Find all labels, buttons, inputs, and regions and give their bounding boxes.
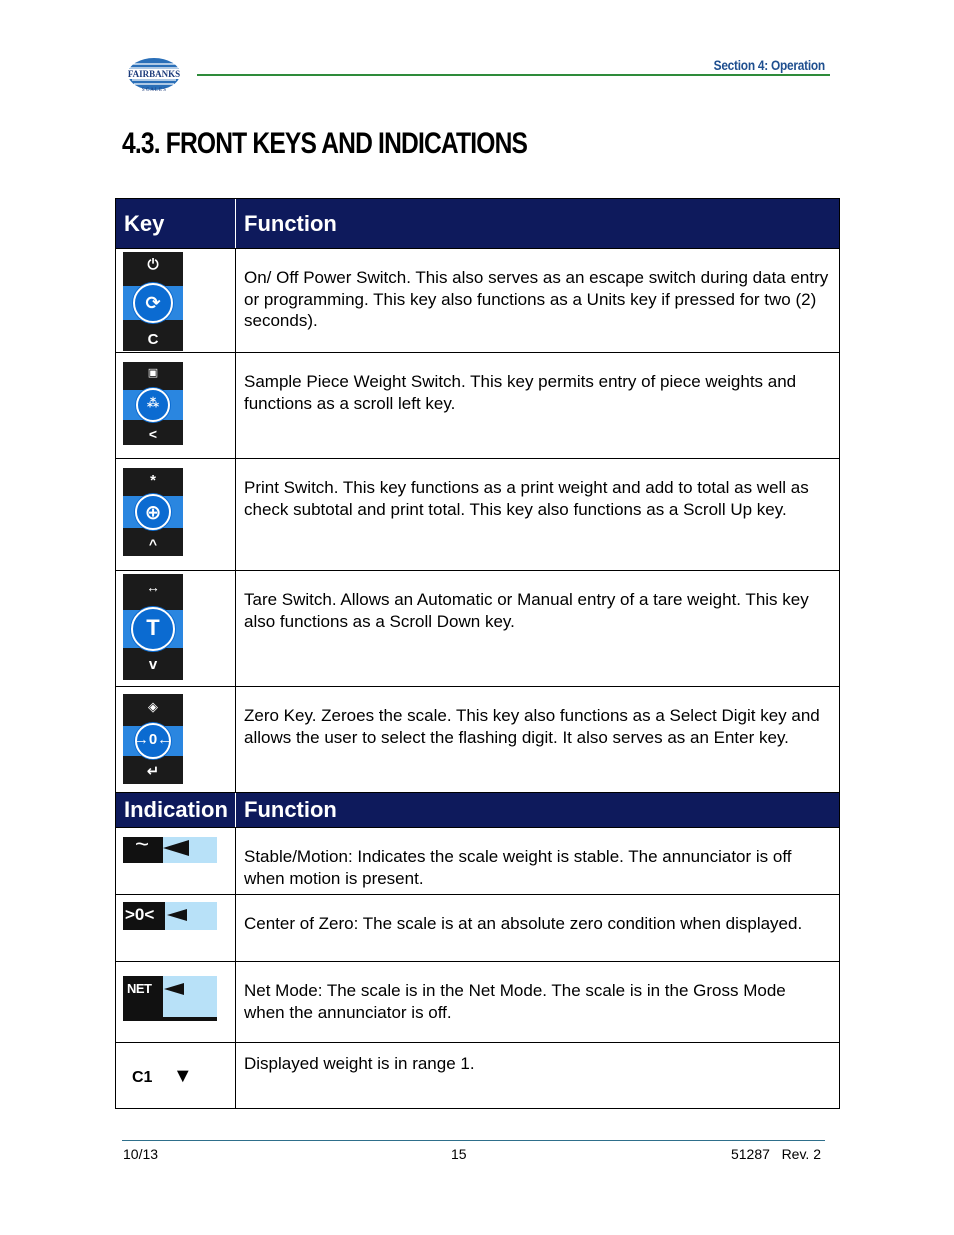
indication-row bbox=[116, 894, 839, 961]
logo-subtext: S C A L E S bbox=[141, 88, 167, 93]
keys-header-row bbox=[116, 199, 839, 248]
section-label: Section 4: Operation bbox=[713, 57, 825, 73]
header-rule bbox=[197, 74, 830, 76]
key-row bbox=[116, 570, 839, 686]
fairbanks-logo bbox=[122, 54, 186, 98]
center-of-zero-annunciator-icon: >0< bbox=[123, 902, 217, 930]
stable-motion-annunciator-icon: ~ bbox=[123, 837, 217, 863]
footer-doc-number: 51287 Rev. 2 bbox=[730, 1146, 821, 1162]
key-row bbox=[116, 352, 839, 458]
key-function-text: Print Switch. This key functions as a print weight and add to total as well as check subtotal and print total. This key also functions as a Scroll Up key. bbox=[244, 478, 809, 519]
footer-date: 10/13 bbox=[123, 1146, 159, 1162]
footer-rule bbox=[122, 1140, 825, 1141]
indication-row bbox=[116, 961, 839, 1042]
key-row bbox=[116, 248, 839, 352]
zero-key-icon: ◈ →0← ↵ bbox=[123, 694, 183, 784]
footer-page-number: 15 bbox=[451, 1146, 467, 1162]
key-row bbox=[116, 458, 839, 570]
range-annunciator-icon: C1 ▼ bbox=[132, 1065, 193, 1087]
indications-header-row bbox=[116, 792, 839, 827]
function-column-header: Function bbox=[244, 210, 337, 236]
key-function-text: Tare Switch. Allows an Automatic or Manual entry of a tare weight. This key also functions as a Scroll Down key. bbox=[244, 590, 809, 631]
indication-column-header: Indication bbox=[116, 793, 236, 827]
indication-function-text: Net Mode: The scale is in the Net Mode. The scale is in the Gross Mode when the annunciator is off. bbox=[244, 981, 786, 1022]
indication-function-text: Displayed weight is in range 1. bbox=[244, 1054, 475, 1073]
key-row bbox=[116, 686, 839, 792]
indication-function-text: Center of Zero: The scale is at an absolute zero condition when displayed. bbox=[244, 914, 803, 933]
net-mode-annunciator-icon: NET bbox=[123, 976, 217, 1021]
power-units-key-icon: ⏻ ⟳ C bbox=[123, 252, 183, 351]
down-triangle-icon: ▼ bbox=[172, 1065, 193, 1087]
key-function-text: Sample Piece Weight Switch. This key permits entry of piece weights and functions as a scroll left key. bbox=[244, 372, 797, 413]
key-function-text: On/ Off Power Switch. This also serves as an escape switch during data entry or programming. This key also functions as a Units key if pressed for two (2) seconds). bbox=[244, 268, 829, 330]
indication-row bbox=[116, 827, 839, 894]
page-title: 4.3. FRONT KEYS AND INDICATIONS bbox=[122, 127, 528, 160]
keys-indications-table bbox=[115, 198, 840, 1109]
indication-row bbox=[116, 1042, 839, 1108]
sample-piece-key-icon: ▣ ⁂ < bbox=[123, 362, 183, 445]
print-key-icon: * ⊕ ^ bbox=[123, 468, 183, 556]
logo-text: FAIRBANKS bbox=[127, 69, 181, 79]
tare-key-icon: ↔ T v bbox=[123, 574, 183, 680]
function-column-header: Function bbox=[244, 797, 337, 823]
indication-function-text: Stable/Motion: Indicates the scale weight is stable. The annunciator is off when motion is present. bbox=[244, 847, 792, 888]
key-column-header: Key bbox=[116, 199, 236, 248]
key-function-text: Zero Key. Zeroes the scale. This key also functions as a Select Digit key and allows the user to select the flashing digit. It also serves as an Enter key. bbox=[244, 706, 820, 747]
